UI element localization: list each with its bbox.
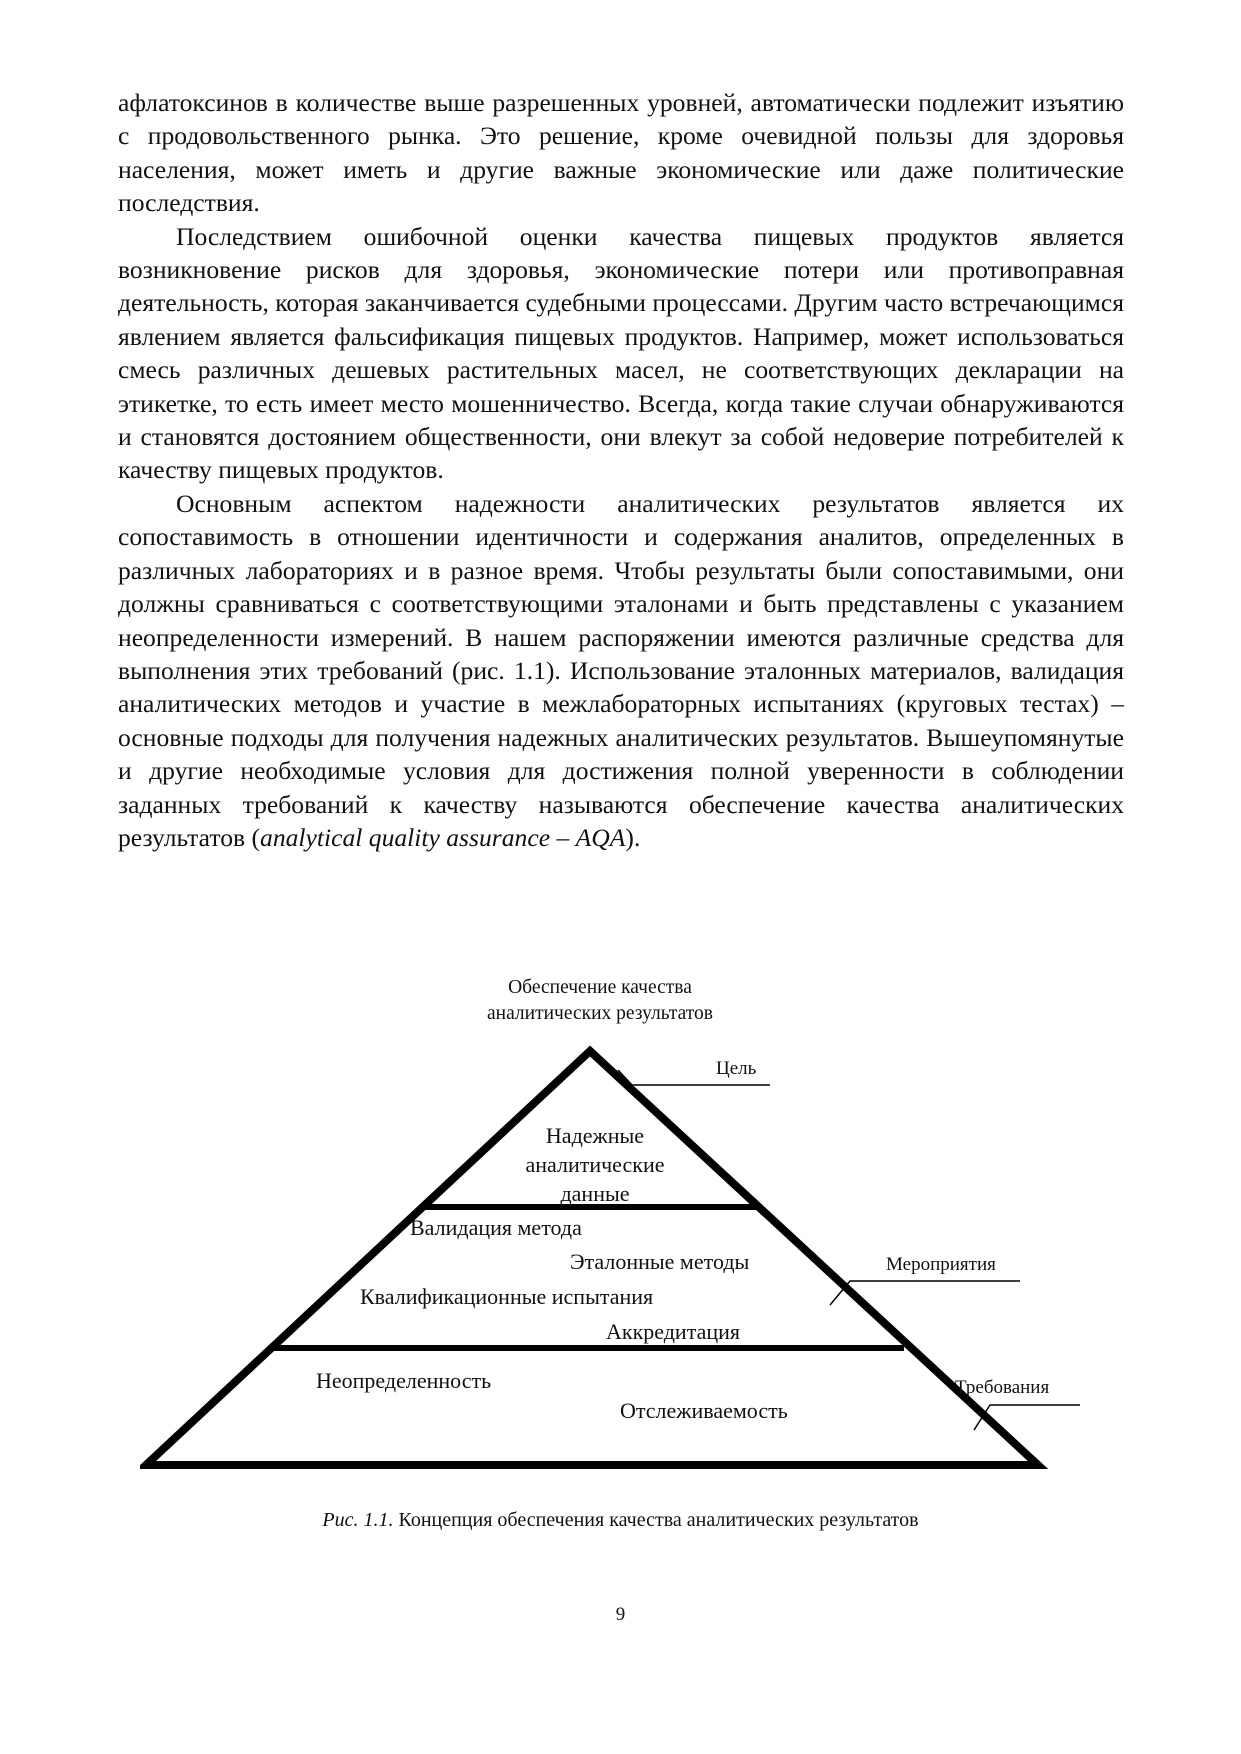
figure-title-line-2: аналитических результатов: [486, 1003, 714, 1024]
pyramid-figure: [140, 975, 1080, 1495]
apex-line-3: данные: [560, 1181, 630, 1206]
pyramid-diagram: [140, 975, 1080, 1495]
base-item-traceability: Отслеживаемость: [620, 1398, 788, 1423]
figure-title-line-1: Обеспечение качества: [508, 977, 692, 998]
figure-caption: [0, 1507, 1241, 1533]
base-item-uncertainty: Неопределенность: [316, 1368, 492, 1393]
paragraph-3-main: Основным аспектом надежности аналитических результатов является их сопоставимость в отношении идентичности и содержания аналитов, определенных в различных лабораториях и в разное время. Чтобы результаты были сопоставимыми, они должны сравниваться с соответствующими эталонами и быть представлены с указанием неопределенности измерений. В нашем распоряжении имеются различные средства для выполнения этих требований (рис. 1.1). Использование эталонных материалов, валидация аналитических методов и участие в межлабораторных испытаниях (круговых тестах) – основные подходы для получения надежных аналитических результатов. Вышеупомянутые и другие необходимые условия для достижения полной уверенности в соблюдении заданных требований к качеству называются обеспечение качества аналитических результатов (: [118, 488, 1124, 852]
paragraph-3-abbr: AQA: [575, 822, 626, 852]
apex-line-1: Надежные: [545, 1123, 645, 1148]
caption-text: Концепция обеспечения качества аналитических результатов: [393, 1509, 919, 1531]
middle-item-proficiency-testing: Квалификационные испытания: [360, 1284, 654, 1309]
middle-item-reference-methods: Эталонные методы: [570, 1249, 750, 1274]
figure-title: [440, 975, 760, 1027]
paragraph-2: Последствием ошибочной оценки качества пищевых продуктов является возникновение рисков для здоровья, экономические потери или противоправная деятельность, которая заканчивается судебными процессами. Другим часто встречающимся явлением является фальсификация пищевых продуктов. Например, может использоваться смесь различных дешевых растительных масел, не соответствующих декларации на этикетке, то есть имеет место мошенничество. Всегда, когда такие случаи обнаруживаются и становятся достоянием общественности, они влекут за собой недоверие потребителей к качеству пищевых продуктов.: [118, 221, 1124, 485]
page-number: 9: [615, 1604, 626, 1625]
paragraph-3-end: ).: [625, 822, 641, 852]
apex-line-2: аналитические: [525, 1152, 665, 1177]
paragraph-3-term: analytical quality assurance –: [260, 822, 570, 852]
paragraph-1: афлатоксинов в количестве выше разрешенных уровней, автоматически подлежит изъятию с продовольственного рынка. Это решение, кроме очевидной пользы для здоровья населения, может иметь и другие важные экономические или даже политические последствия.: [118, 88, 1124, 218]
caption-label: Рис. 1.1.: [322, 1509, 394, 1531]
paragraph-3: [118, 487, 1124, 854]
middle-item-accreditation: Аккредитация: [606, 1319, 741, 1344]
middle-item-validation: Валидация метода: [410, 1215, 582, 1240]
side-label-goal: Цель: [716, 1058, 757, 1079]
side-label-activities: Мероприятия: [886, 1254, 996, 1275]
pyramid-apex-text: [475, 1121, 715, 1208]
body-text: [118, 86, 1124, 854]
side-label-requirements: Требования: [955, 1377, 1050, 1398]
